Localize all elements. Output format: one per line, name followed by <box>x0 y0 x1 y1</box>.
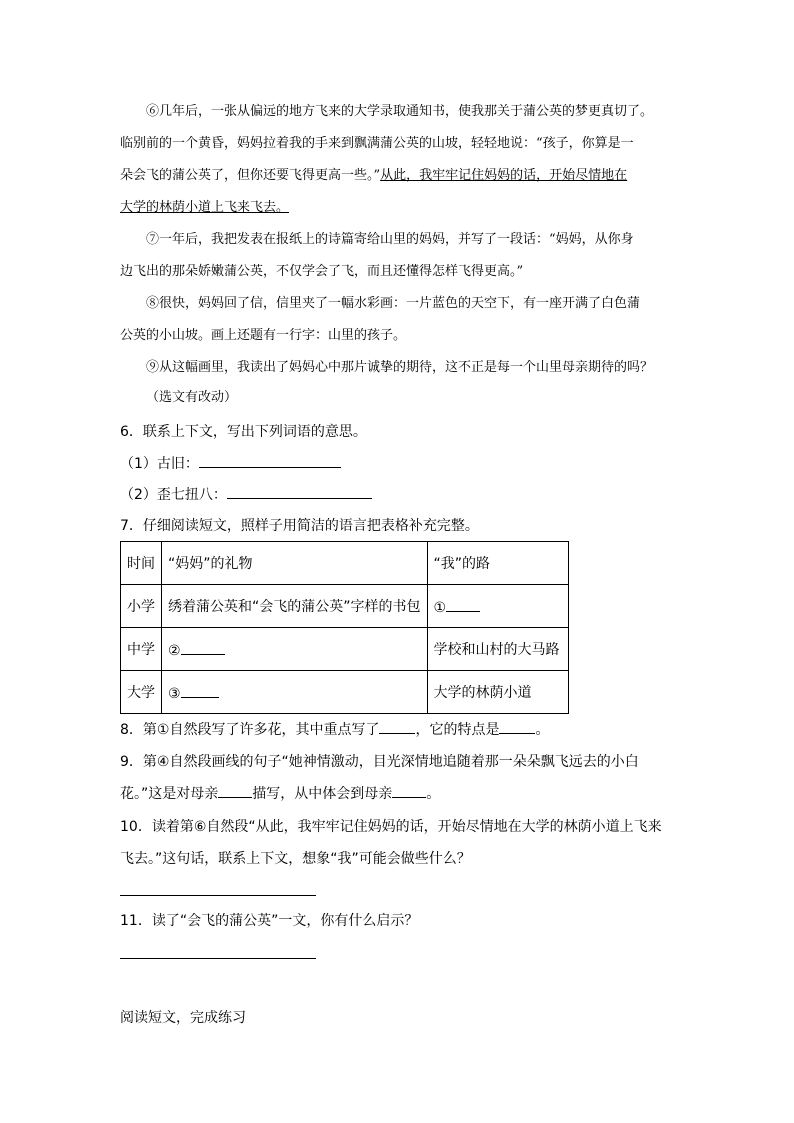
question-6-item-1 <box>120 453 341 475</box>
table-cell: 绣着蒲公英和“会飞的蒲公英”字样的书包 <box>162 585 428 628</box>
passage-paragraph-7-line-1: ⑦一年后，我把发表在报纸上的诗篇寄给山里的妈妈，并写了一段话：“妈妈，从你身 <box>146 232 634 247</box>
question-8 <box>120 719 549 741</box>
table-cell-label: ① <box>433 599 447 616</box>
question-6-item-2 <box>120 484 372 506</box>
table-cell: 大学的林荫小道 <box>427 671 568 714</box>
question-9-line-1: 9．第④自然段画线的句子“她神情激动，目光深情地追随着那一朵朵飘飞远去的小白 <box>120 754 639 770</box>
passage-paragraph-6-line-1: ⑥几年后，一张从偏远的地方飞来的大学录取通知书，使我那关于蒲公英的梦更真切了。 <box>146 104 654 119</box>
question-6-item-1-label: （1）古旧： <box>120 456 199 472</box>
question-8-text: 。 <box>535 722 550 738</box>
table-cell: 中学 <box>121 628 162 671</box>
next-section-heading: 阅读短文，完成练习 <box>120 1010 246 1026</box>
passage-paragraph-6-line-3 <box>120 166 680 186</box>
question-10-line-1: 10．读着第⑥自然段“从此，我牢牢记住妈妈的话，开始尽情地在大学的林荫小道上飞来 <box>120 819 662 835</box>
answer-blank[interactable] <box>392 783 426 798</box>
table-cell-answer[interactable] <box>162 628 428 671</box>
table-cell-answer[interactable] <box>427 585 568 628</box>
answer-blank[interactable] <box>218 783 252 798</box>
question-6-item-2-label: （2）歪七扭八： <box>120 487 227 503</box>
table-row <box>121 628 569 671</box>
answer-blank[interactable] <box>181 683 219 698</box>
passage-paragraph-6-line-2: 临别前的一个黄昏，妈妈拉着我的手来到飘满蒲公英的山坡，轻轻地说：“孩子，你算是一 <box>120 136 634 151</box>
answer-blank[interactable] <box>181 640 225 655</box>
answer-line[interactable] <box>120 958 316 959</box>
table-row <box>121 671 569 714</box>
answer-table <box>120 541 569 714</box>
question-9-line-2 <box>120 783 440 805</box>
question-7: 7．仔细阅读短文，照样子用简洁的语言把表格补充完整。 <box>120 518 479 534</box>
passage-paragraph-8-line-1: ⑧很快，妈妈回了信，信里夹了一幅水彩画：一片蓝色的天空下，有一座开满了白色蒲 <box>146 296 641 311</box>
table-header-cell: “我”的路 <box>427 542 568 585</box>
answer-blank[interactable] <box>227 484 372 499</box>
answer-blank[interactable] <box>446 597 480 612</box>
table-cell-label: ③ <box>168 685 181 702</box>
table-cell: 小学 <box>121 585 162 628</box>
question-8-text: ，它的特点是 <box>415 722 500 738</box>
table-header-cell: “妈妈”的礼物 <box>162 542 428 585</box>
question-6: 6．联系上下文，写出下列词语的意思。 <box>120 424 367 440</box>
passage-source-note: （选文有改动） <box>146 390 238 405</box>
table-cell-label: ② <box>168 642 181 659</box>
answer-blank[interactable] <box>499 719 535 734</box>
passage-paragraph-9: ⑨从这幅画里，我读出了妈妈心中那片诚挚的期待，这不正是每一个山里母亲期待的吗？ <box>146 360 654 375</box>
passage-paragraph-8-line-2: 公英的小山坡。画上还题有一行字：山里的孩子。 <box>120 328 407 343</box>
passage-quote: 朵会飞的蒲公英了，但你还要飞得更高一些。” <box>120 168 381 183</box>
question-11: 11．读了“会飞的蒲公英”一文，你有什么启示？ <box>120 913 419 929</box>
answer-blank[interactable] <box>379 719 415 734</box>
question-10-line-2: 飞去。”这句话，联系上下文，想象“我”可能会做些什么？ <box>120 851 471 867</box>
underlined-sentence: 从此，我牢牢记住妈妈的话，开始尽情地在 <box>380 168 628 183</box>
underlined-sentence-end: 大学的林荫小道上飞来飞去。 <box>120 200 290 215</box>
question-8-text: 8．第①自然段写了许多花，其中重点写了 <box>120 722 380 738</box>
passage-paragraph-7-line-2: 边飞出的那朵娇嫩蒲公英，不仅学会了飞，而且还懂得怎样飞得更高。” <box>120 264 524 279</box>
table-cell: 大学 <box>121 671 162 714</box>
table-cell-answer[interactable] <box>162 671 428 714</box>
table-header-cell: 时间 <box>121 542 162 585</box>
question-9-text: 花。”这是对母亲 <box>120 786 219 802</box>
table-cell: 学校和山村的大马路 <box>427 628 568 671</box>
answer-blank[interactable] <box>199 453 341 468</box>
answer-line[interactable] <box>120 895 316 896</box>
question-9-text: 描写，从中体会到母亲 <box>252 786 393 802</box>
question-9-text: 。 <box>426 786 441 802</box>
table-row <box>121 585 569 628</box>
table-header-row <box>121 542 569 585</box>
